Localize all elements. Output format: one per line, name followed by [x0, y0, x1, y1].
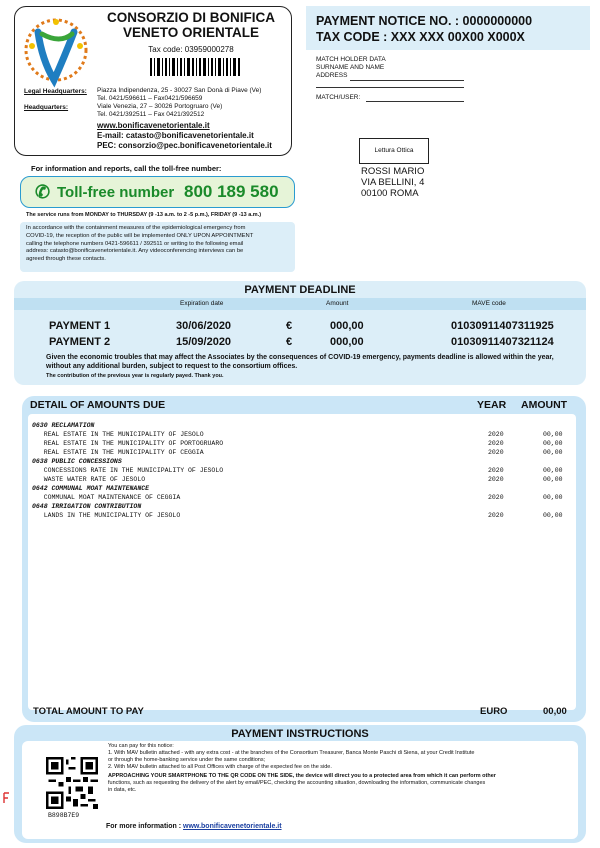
match-user-line	[366, 101, 464, 102]
payment-2-date: 15/09/2020	[176, 336, 232, 348]
detail-amount: 00,00	[543, 449, 563, 456]
detail-amount: 00,00	[543, 512, 563, 519]
instruction-text: or through the home-banking service under the same conditions;	[108, 757, 266, 763]
detail-group: 0642 COMMUNAL MOAT MAINTENANCE	[32, 485, 150, 492]
detail-line: CONCESSIONS RATE IN THE MUNICIPALITY OF JESOLO	[32, 467, 224, 474]
amounts-detail-panel	[22, 396, 586, 722]
detail-year: 2020	[488, 431, 504, 438]
detail-year: 2020	[488, 494, 504, 501]
org-name	[96, 10, 286, 40]
col-expiration-date: Expiration date	[180, 300, 224, 307]
detail-line: COMMUNAL MOAT MAINTENANCE OF CEGGIA	[32, 494, 181, 501]
detail-title: DETAIL OF AMOUNTS DUE	[30, 399, 166, 411]
service-hours: The service runs from MONDAY to THURSDAY (9 -13 a.m. to 2 -5 p.m.), FRIDAY (9 -13 a.m.)	[26, 212, 262, 218]
org-email[interactable]: E-mail: catasto@bonificavenetorientale.it	[97, 131, 254, 140]
instruction-text: You can pay for this notice:	[108, 743, 174, 749]
covid-line: address: catasto@bonificavenetorientale.it. Any videoconferencing interviews can be	[26, 248, 244, 255]
more-info-link[interactable]: www.bonificavenetorientale.it	[183, 823, 282, 830]
instruction-text: APPROACHING YOUR SMARTPHONE TO THE QR CODE ON THE SIDE, the device will direct you to a protected area from which it can perform other	[108, 773, 496, 779]
qr-code-label: B898B7E9	[48, 812, 80, 819]
payment-notice-number: PAYMENT NOTICE NO. : 0000000000	[316, 14, 533, 28]
surname-name-label: SURNAME AND NAME	[316, 64, 385, 71]
detail-line: REAL ESTATE IN THE MUNICIPALITY OF CEGGIA	[32, 449, 204, 456]
consortium-logo	[20, 10, 92, 92]
detail-amount: 00,00	[543, 494, 563, 501]
hq-address: Viale Venezia, 27 – 30026 Portogruaro (Ve)	[97, 103, 223, 110]
mark-icon	[2, 792, 12, 804]
divider-line	[316, 87, 464, 88]
detail-amount: 00,00	[543, 476, 563, 483]
hq-phone: Tel. 0421/392511 – Fax 0421/392512	[97, 111, 205, 118]
recipient-city: 00100 ROMA	[361, 188, 419, 199]
col-amount: Amount	[326, 300, 349, 307]
detail-year: 2020	[488, 440, 504, 447]
detail-amount: 00,00	[543, 467, 563, 474]
address-label: ADDRESS	[316, 72, 348, 79]
detail-group: 0648 IRRIGATION CONTRIBUTION	[32, 503, 142, 510]
total-currency: EURO	[480, 706, 508, 717]
detail-lines	[28, 414, 576, 710]
detail-amount: 00,00	[543, 431, 563, 438]
col-mave-code: MAVE code	[472, 300, 506, 307]
toll-free-label: Toll-free number	[57, 184, 175, 201]
toll-free-number[interactable]: 800 189 580	[184, 182, 279, 201]
payment-1-mave-code: 01030911407311925	[451, 320, 554, 332]
covid-line: COVID-19, the reception of the public will be implemented ONLY UPON APPOINTMENT	[26, 232, 254, 239]
notice-header	[306, 6, 590, 50]
barcode	[150, 58, 240, 76]
instruction-text: 1. With MAV bulletin attached - with any extra cost - at the branches of the Consortium Treasurer, Banca Monte Paschi di Siena, at your Credit Institute	[108, 750, 475, 756]
detail-group: 0630 RECLAMATION	[32, 422, 95, 429]
notice-tax-code: TAX CODE : XXX XXX 00X00 X000X	[316, 30, 525, 44]
amount-header: AMOUNT	[521, 399, 568, 411]
instructions-body	[22, 741, 578, 839]
org-name-line2: VENETO ORIENTALE	[122, 25, 259, 40]
detail-line: REAL ESTATE IN THE MUNICIPALITY OF JESOLO	[32, 431, 204, 438]
detail-amount: 00,00	[543, 440, 563, 447]
legal-hq-label: Legal Headquarters:	[24, 88, 87, 95]
covid-line: In accordance with the containment measures of the epidemiological emergency from	[26, 225, 246, 231]
qr-code-icon[interactable]	[46, 757, 98, 809]
payment-1-currency: €	[286, 320, 293, 332]
payment-1-date: 30/06/2020	[176, 320, 232, 332]
org-pec[interactable]: PEC: consorzio@pec.bonificavenetorientale.it	[97, 141, 272, 150]
org-name-line1: CONSORZIO DI BONIFICA	[107, 10, 275, 25]
payment-instructions-panel	[14, 725, 586, 843]
contribution-note: The contribution of the previous year is regularly payed. Thank you.	[46, 373, 224, 379]
phone-icon: ✆	[35, 182, 51, 202]
detail-line: WASTE WATER RATE OF JESOLO	[32, 476, 146, 483]
recipient-name: ROSSI MARIO	[361, 166, 425, 177]
deadline-header-row	[14, 298, 586, 310]
payment-deadline-panel	[14, 281, 586, 385]
detail-year: 2020	[488, 449, 504, 456]
total-amount-label: TOTAL AMOUNT TO PAY	[33, 706, 144, 717]
detail-group: 0638 PUBLIC CONCESSIONS	[32, 458, 122, 465]
optical-reading-box: Lettura Ottica	[359, 138, 429, 164]
address-line	[350, 80, 464, 81]
legal-hq-phone: Tel. 0421/596611 – Fax0421/596659	[97, 95, 203, 102]
deadline-title: PAYMENT DEADLINE	[244, 284, 356, 296]
recipient-address	[361, 166, 424, 199]
legal-hq-address: Piazza Indipendenza, 25 - 30027 San Donà di Piave (Ve)	[97, 87, 262, 94]
info-call-text: For information and reports, call the toll-free number:	[31, 164, 222, 173]
year-header: YEAR	[477, 399, 507, 411]
payment-1-amount: 000,00	[330, 320, 364, 332]
payment-2-mave-code: 01030911407321124	[451, 336, 554, 348]
instruction-text: functions, such as requesting the delivery of the alert by email/PEC, checking the accounting situation, downloading the information, communicate changes	[108, 780, 486, 786]
instruction-text: 2. With MAV bulletin attached to all Post Offices with charge of the expected fee on the side.	[108, 764, 332, 770]
covid-line: agreed through these contacts.	[26, 256, 106, 263]
match-user-label: MATCH/USER:	[316, 94, 361, 101]
more-info	[106, 823, 282, 830]
payment-1-label: PAYMENT 1	[49, 320, 111, 332]
more-info-label: For more information :	[106, 823, 182, 830]
detail-line: REAL ESTATE IN THE MUNICIPALITY OF PORTOGRUARO	[32, 440, 224, 447]
payment-2-label: PAYMENT 2	[49, 336, 111, 348]
payment-2-currency: €	[286, 336, 293, 348]
toll-free-box	[20, 176, 295, 208]
payment-2-amount: 000,00	[330, 336, 364, 348]
detail-year: 2020	[488, 476, 504, 483]
detail-line: LANDS IN THE MUNICIPALITY OF JESOLO	[32, 512, 181, 519]
economic-notice: Given the economic troubles that may affect the Associates by the consequences of COVID-19 emergency, payments deadline is allowed within the year, without any additional burden, subject to request to the consortium offices.	[46, 354, 554, 370]
total-amount-value: 00,00	[543, 706, 567, 717]
org-tax-code: Tax code: 03959000278	[148, 45, 234, 54]
detail-year: 2020	[488, 512, 504, 519]
covid-line: calling the telephone numbers 0421-596611 / 392511 or writing to the following email	[26, 240, 244, 247]
org-website-link[interactable]: www.bonificavenetorientale.it	[97, 121, 210, 130]
detail-year: 2020	[488, 467, 504, 474]
covid-notice	[20, 222, 295, 272]
instruction-text: in data, etc.	[108, 787, 137, 793]
hq-label: Headquarters:	[24, 104, 69, 111]
recipient-street: VIA BELLINI, 4	[361, 177, 425, 188]
match-holder-label: MATCH HOLDER DATA	[316, 56, 386, 63]
instructions-title: PAYMENT INSTRUCTIONS	[231, 728, 369, 740]
